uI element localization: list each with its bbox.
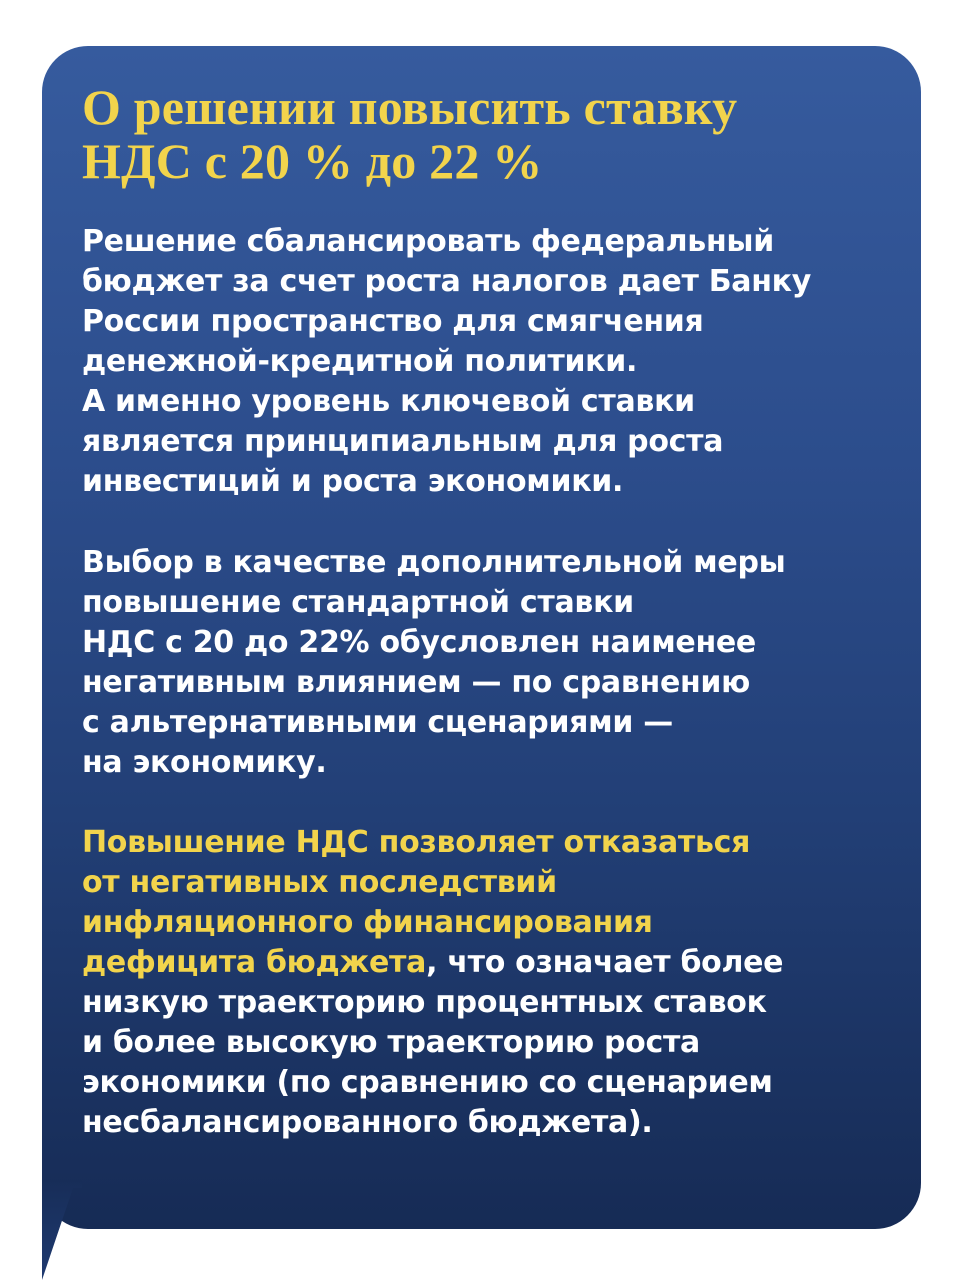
text-line: низкую траекторию процентных ставок <box>82 985 767 1020</box>
text-line: России пространство для смягчения <box>82 304 704 339</box>
highlighted-text: дефицита бюджета <box>82 945 427 980</box>
plain-text: , что означает более <box>426 945 784 980</box>
text-line: с альтернативными сценариями — <box>82 705 673 740</box>
text-line: на экономику. <box>82 745 327 780</box>
card-content <box>82 80 882 1143</box>
page-title <box>82 80 882 188</box>
text-line: бюджет за счет роста налогов дает Банку <box>82 264 811 299</box>
highlighted-text-line: Повышение НДС позволяет отказаться <box>82 825 751 860</box>
paragraph-vat-benefits <box>82 823 882 1143</box>
mixed-text-line <box>82 943 882 983</box>
text-line: денежной-кредитной политики. <box>82 344 638 379</box>
text-line: инвестиций и роста экономики. <box>82 464 624 499</box>
text-line: экономики (по сравнению со сценарием <box>82 1065 773 1100</box>
paragraph-budget-balance <box>82 222 882 502</box>
highlighted-text-line: от негативных последствий <box>82 865 557 900</box>
title-line-2: НДС с 20 % до 22 % <box>82 133 543 189</box>
text-line: негативным влиянием — по сравнению <box>82 665 751 700</box>
text-line: НДС с 20 до 22% обусловлен наименее <box>82 625 756 660</box>
text-line: повышение стандартной ставки <box>82 585 634 620</box>
text-line: А именно уровень ключевой ставки <box>82 384 695 419</box>
text-line: несбалансированного бюджета). <box>82 1105 653 1140</box>
text-line: Решение сбалансировать федеральный <box>82 224 774 259</box>
title-line-1: О решении повысить ставку <box>82 79 738 135</box>
text-line: является принципиальным для роста <box>82 424 724 459</box>
paragraph-vat-choice <box>82 543 882 783</box>
highlighted-text-line: инфляционного финансирования <box>82 905 653 940</box>
text-line: и более высокую траекторию роста <box>82 1025 700 1060</box>
speech-bubble-tail <box>42 1180 82 1280</box>
text-line: Выбор в качестве дополнительной меры <box>82 545 786 580</box>
